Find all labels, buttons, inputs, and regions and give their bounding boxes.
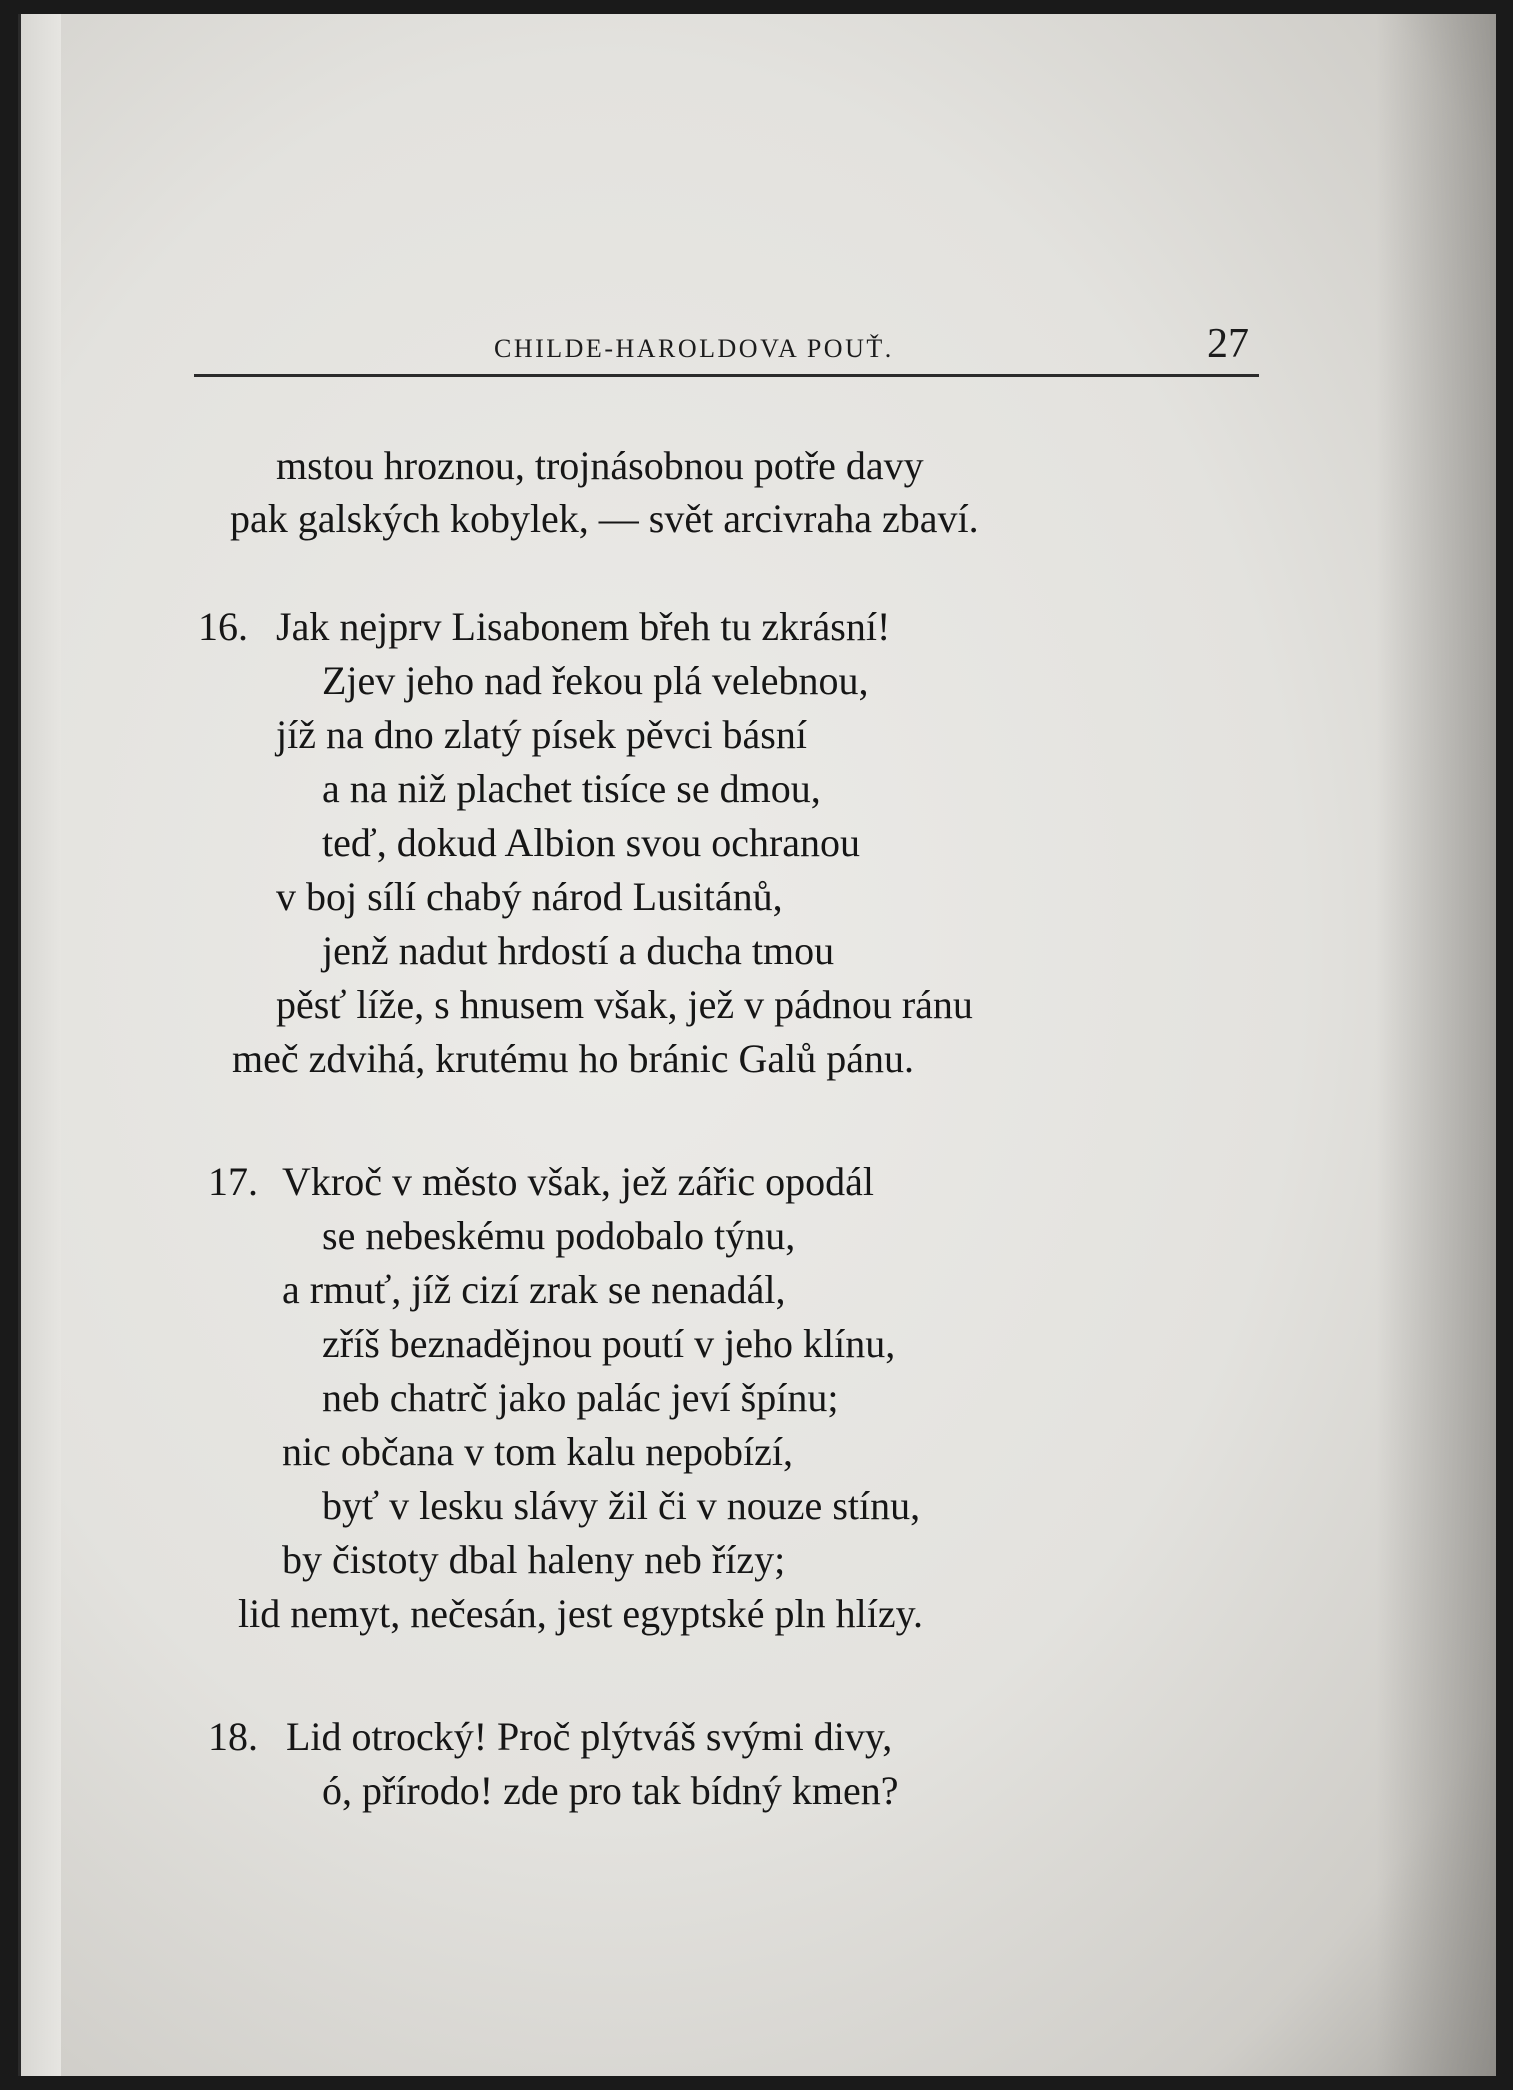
verse-line: se nebeskému podobalo týnu, bbox=[322, 1213, 796, 1258]
running-head: CHILDE-HAROLDOVA POUŤ. bbox=[494, 334, 894, 363]
verse-line: Lid otrocký! Proč plýtváš svými divy, bbox=[286, 1714, 893, 1759]
verse-line: teď, dokud Albion svou ochranou bbox=[322, 820, 861, 865]
stanza-number: 17. bbox=[208, 1159, 258, 1204]
verse-line: meč zdvihá, krutému ho brániс Galů pánu. bbox=[232, 1036, 914, 1081]
text-line: mstou hroznou, trojnásobnou potře davy bbox=[276, 443, 924, 488]
stanza-number: 16. bbox=[198, 604, 248, 649]
stanza-number: 18. bbox=[208, 1714, 258, 1759]
verse-line: Zjev jeho nad řekou plá velebnou, bbox=[322, 658, 869, 703]
verse-line: by čistoty dbal haleny neb řízy; bbox=[282, 1537, 786, 1582]
page-number: 27 bbox=[1207, 321, 1249, 367]
page-edge-shadow bbox=[1376, 14, 1496, 2076]
verse-line: byť v lesku slávy žil či v nouze stínu, bbox=[322, 1483, 921, 1528]
verse-line: jíž na dno zlatý písek pěvci básní bbox=[276, 712, 807, 757]
text-line: pak galských kobylek, — svět arcivraha zbaví. bbox=[230, 496, 979, 541]
verse-line: Vkroč v město však, jež zářic opodál bbox=[282, 1159, 875, 1204]
verse-line: ó, přírodo! zde pro tak bídný kmen? bbox=[322, 1768, 899, 1813]
verse-line: nic občana v tom kalu nepobízí, bbox=[282, 1429, 793, 1474]
verse-line: neb chatrč jako palác jeví špínu; bbox=[322, 1375, 839, 1420]
verse-line: lid nemyt, nečesán, jest egyptské pln hlízy. bbox=[238, 1591, 924, 1636]
verse-line: a na niž plachet tisíce se dmou, bbox=[322, 766, 821, 811]
verse-line: pěsť líže, s hnusem však, jež v pádnou ránu bbox=[276, 982, 973, 1027]
verse-line: jenž nadut hrdostí a ducha tmou bbox=[322, 928, 835, 973]
verse-line: Jak nejprv Lisabonem břeh tu zkrásní! bbox=[276, 604, 891, 649]
page-gutter bbox=[18, 14, 61, 2076]
verse-line: a rmuť, jíž cizí zrak se nenadál, bbox=[282, 1267, 786, 1312]
verse-line: zříš beznadějnou poutí v jeho klínu, bbox=[322, 1321, 896, 1366]
book-page bbox=[18, 14, 1496, 2076]
page-header bbox=[194, 314, 1259, 377]
verse-line: v boj sílí chabý národ Lusitánů, bbox=[276, 874, 783, 919]
